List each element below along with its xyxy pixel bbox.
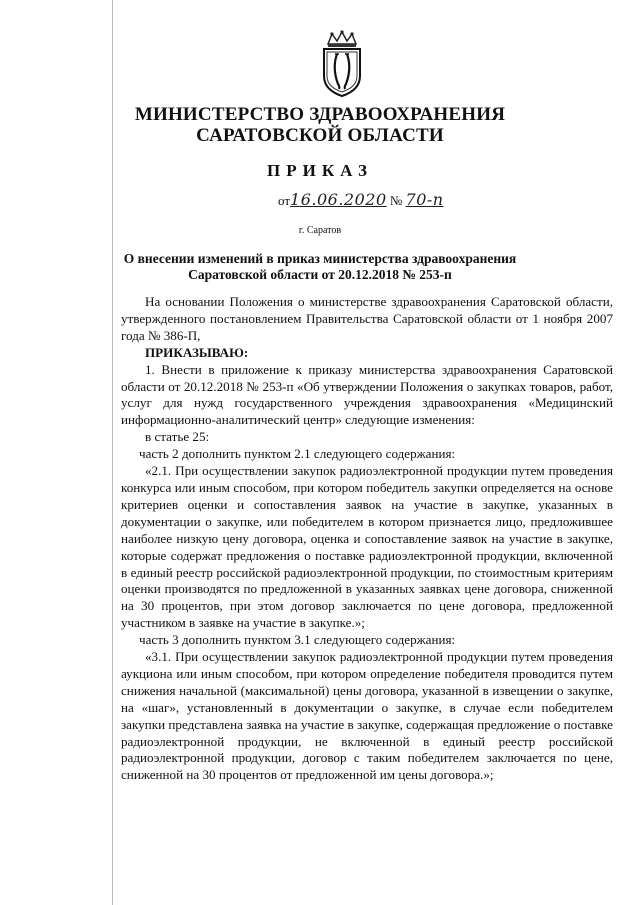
handwritten-date: 16.06.2020 [290,190,387,209]
paragraph-part-2: часть 2 дополнить пунктом 2.1 следующего содержания: [139,446,456,462]
paragraph-article-25: в статье 25: [145,429,210,445]
city-label: г. Саратов [298,225,342,236]
paragraph-part-3: часть 3 дополнить пунктом 3.1 следующего содержания: [139,632,456,648]
document-title-line2: Саратовской области от 20.12.2018 № 253-п [188,267,452,282]
handwritten-order-number: 70-п [405,190,444,209]
paragraph-item-1: 1. Внести в приложение к приказу министерства здравоохранения Саратовской области от 20.12.2018 № 253-п «Об утверждении Положения о закупках товаров, работ, услуг для нужд государственного учреждения здравоохранения «Медицинский информационно-аналитический центр» следующие изменения: [121,361,613,428]
ministry-name-line2: САРАТОВСКОЙ ОБЛАСТИ [196,125,444,146]
paragraph-clause-2-1: «2.1. При осуществлении закупок радиоэлектронной продукции путем проведения конкурса или иным способом, при котором победитель закупки определяется на основе критериев оценки и сопоставления заявок на участие в закупке, указанных в документации о закупке, или победителем в котором признается лицо, предложившее наиболее низкую цену договора, оценка и сопоставление заявок на участие в закупке, которые содержат предложения о поставке радиоэлектронной продукции, включенной в единый реестр российской радиоэлектронной продукции, по стоимостным критериям оценки производятся по предложенной в указанных заявках цене договора, сниженной на 30 процентов, при этом договор заключается по цене договора, предложенной участником в заявке на участие в закупке.»; [121,463,613,631]
document-title-line1: О внесении изменений в приказ министерства здравоохранения [123,251,517,266]
order-date-number [278,190,444,209]
paragraph-basis: На основании Положения о министерстве здравоохранения Саратовской области, утвержденного постановлением Правительства Саратовской области от 1 ноября 2007 года № 386-П, [121,294,613,343]
ministry-name-line1: МИНИСТЕРСТВО ЗДРАВООХРАНЕНИЯ [134,104,506,125]
date-prefix: от [278,193,291,208]
order-word: ПРИКАЗЫВАЮ: [145,344,249,360]
paragraph-clause-3-1: «3.1. При осуществлении закупок радиоэлектронной продукции путем проведения аукциона или иным способом, при котором определение победителя проводится путем снижения начальной (максимальной) цены договора, указанной в извещении о закупке, на «шаг», установленный в документации о закупке, в случае если победителем закупки представлена заявка на участие в закупке, содержащая предложение о поставке радиоэлектронной продукции, не включенной в единый реестр российской радиоэлектронной продукции, договор с таким победителем заключается по цене, сниженной на 30 процентов от предложенной им цены договора.»; [121,649,613,783]
document-type-heading: ПРИКАЗ [267,161,373,180]
coat-of-arms-emblem [318,30,366,98]
paragraph-order-word [121,345,613,362]
number-sign: № [389,193,403,208]
document-body [121,294,613,784]
